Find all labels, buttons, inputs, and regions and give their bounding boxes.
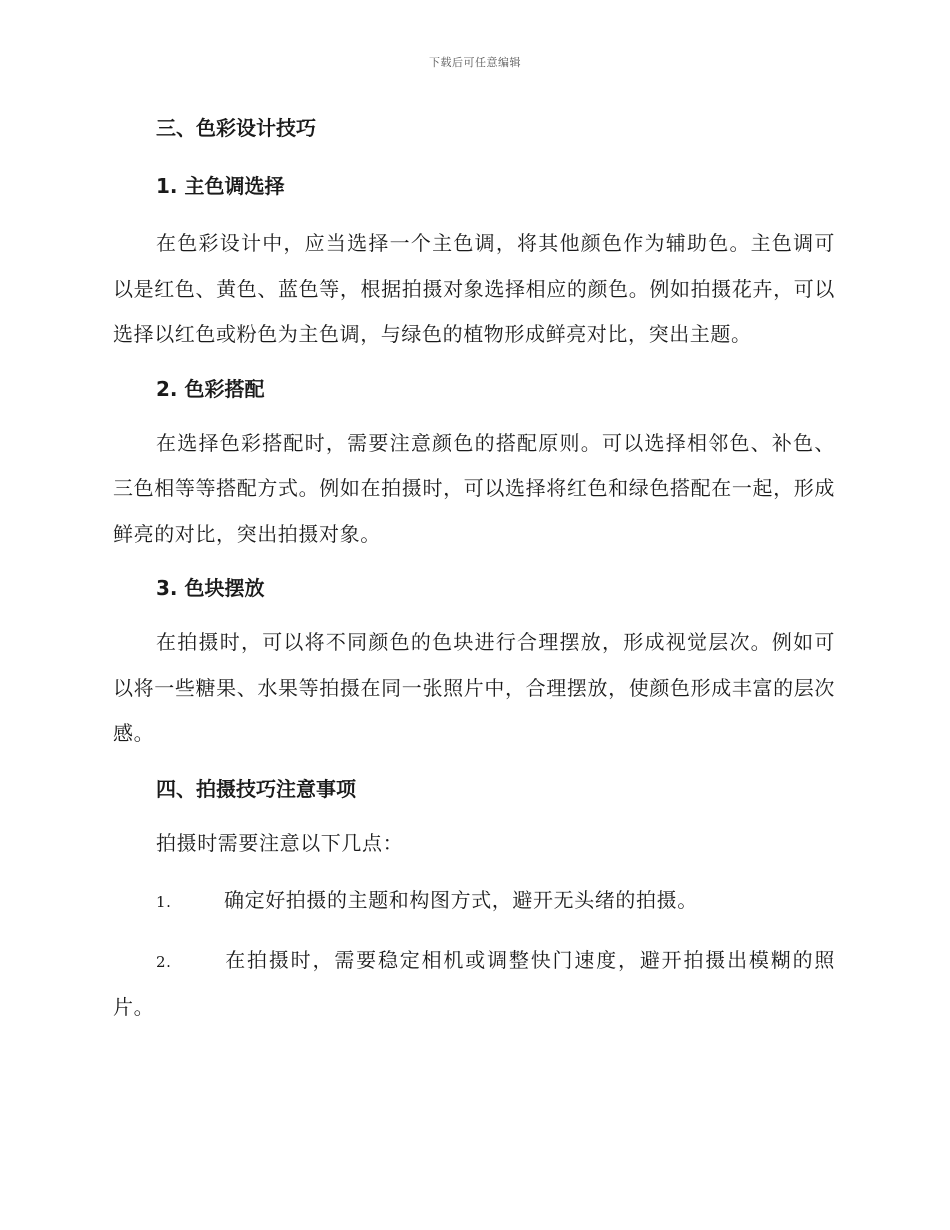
section-heading-shooting-notes: 四、拍摄技巧注意事项 xyxy=(156,776,356,801)
paragraph-color-matching: 在选择色彩搭配时，需要注意颜色的搭配原则。可以选择相邻色、补色、三色相等等搭配方式。例如在拍摄时，可以选择将红色和绿色搭配在一起，形成鲜亮的对比，突出拍摄对象。 xyxy=(113,430,835,546)
header-note: 下载后可任意编辑 xyxy=(429,56,521,69)
list-item-text: 确定好拍摄的主题和构图方式，避开无头绪的拍摄。 xyxy=(224,888,698,912)
subheading-color-blocks: 3. 色块摆放 xyxy=(156,576,265,600)
subheading-color-matching: 2. 色彩搭配 xyxy=(156,376,265,401)
list-item xyxy=(113,878,835,926)
section-heading-color-design: 三、色彩设计技巧 xyxy=(156,116,316,140)
paragraph-main-tone: 在色彩设计中，应当选择一个主色调，将其他颜色作为辅助色。主色调可以是红色、黄色、蓝色等，根据拍摄对象选择相应的颜色。例如拍摄花卉，可以选择以红色或粉色为主色调，与绿色的植物形成鲜亮对比，突出主题。 xyxy=(113,231,835,346)
list-item xyxy=(113,938,835,1031)
paragraph-color-blocks: 在拍摄时，可以将不同颜色的色块进行合理摆放，形成视觉层次。例如可以将一些糖果、水果等拍摄在同一张照片中，合理摆放，使颜色形成丰富的层次感。 xyxy=(113,630,835,745)
subheading-main-tone: 1. 主色调选择 xyxy=(156,174,285,198)
paragraph-notes-intro: 拍摄时需要注意以下几点： xyxy=(156,830,404,855)
document-body xyxy=(113,110,835,1031)
list-number: 1. xyxy=(156,893,172,911)
list-item-text: 在拍摄时，需要稳定相机或调整快门速度，避开拍摄出模糊的照片。 xyxy=(113,947,835,1019)
list-number: 2. xyxy=(156,952,172,971)
